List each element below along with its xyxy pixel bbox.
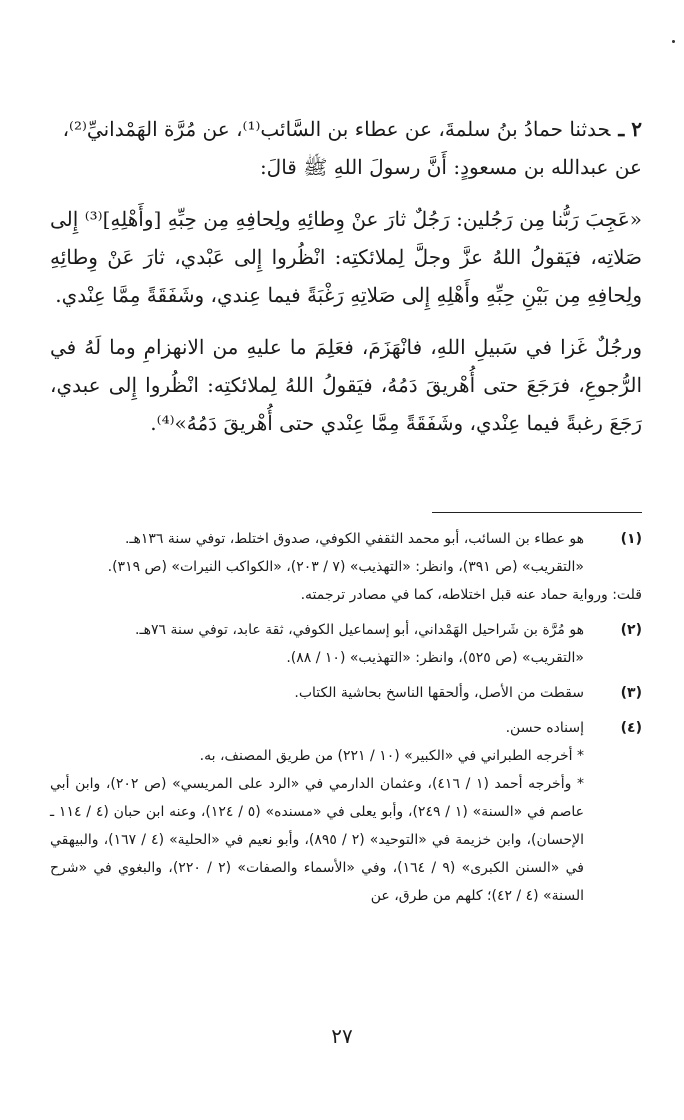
footnote-divider (432, 512, 642, 513)
footnote-line: * أخرجه الطبراني في «الكبير» (١٠ / ٢٢١) من طريق المصنف، به. (199, 748, 584, 764)
matn-paragraph-2: ورجُلٌ غَزا في سَبيلِ اللهِ، فانْهَزَمَ، فعَلِمَ ما عليهِ من الانهزامِ وما لَهُ في الرُّجوعِ، فرَجَعَ حتى أُهْريقَ دَمُهُ، فيَقولُ اللهُ لِملائكتِه: انْظُروا إِلى عبدي، رَجَعَ رغبةً فيما عِنْدي، وشَفَقَةً مِمَّا عِنْدي حتى أُهْريقَ دَمُهُ»⁽⁴⁾. (50, 335, 643, 435)
footnotes (50, 525, 642, 917)
footnote-number: (١) (620, 531, 642, 547)
isnad-line-2: عن عبدالله بن مسعودٍ: أَنَّ رسولَ اللهِ ﷺ قالَ: (259, 155, 642, 179)
page-number: ٢٧ (331, 1024, 353, 1048)
footnote-4 (50, 714, 642, 910)
matn-paragraph-1: «عَجِبَ رَبُّنا مِن رَجُلين: رَجُلٌ ثارَ عنْ وِطائِهِ ولِحافِهِ مِن حِبِّهِ [وأَهْلِهِ]⁽³⁾ إِلى صَلاتِه، فيَقولُ اللهُ عزَّ وجلَّ لِملائكتِه: انْظُروا إِلى عَبْدي، ثارَ عَنْ وِطائِهِ ولِحافِهِ مِن بَيْنِ حِبِّهِ وأَهْلِهِ إِلى صَلاتِهِ رَغْبَةً فيما عِندي، وشَفَقَةً مِمَّا عِنْدي. (50, 207, 643, 307)
footnote-line: * وأخرجه أحمد (١ / ٤١٦)، وعثمان الدارمي في «الرد على المريسي» (ص ٢٠٢)، وابن أبي عاصم في «السنة» (١ / ٢٤٩)، وأبو يعلى في «مسنده» (٥ / ١٢٤)، وعنه ابن حبان (٤ / ١١٤ ـ الإحسان)، وابن خزيمة في «التوحيد» (٢ / ٨٩٥)، وأبو نعيم في «الحلية» (٤ / ١٦٧)، والبيهقي في «السنن الكبرى» (٩ / ١٦٤)، وفي «الأسماء والصفات» (٢ / ٢٢٠)، والبغوي في «شرح السنة» (٤ / ٤٢)؛ كلهم من طرق، عن (50, 776, 585, 904)
hadith-text (50, 110, 642, 442)
footnote-line: سقطت من الأصل، وألحقها الناسخ بحاشية الكتاب. (294, 685, 584, 701)
isnad-line-1: ٢ ـحدثنا حمادُ بنُ سلمةَ، عن عطاء بن السَّائب⁽¹⁾، عن مُرَّة الهَمْدانيِّ⁽²⁾، (62, 117, 642, 141)
footnote-3 (50, 679, 642, 707)
footnote-line: إسناده حسن. (505, 720, 584, 736)
footnote-line: هو مُرَّة بن شَراحيل الهَمْداني، أبو إسماعيل الكوفي، ثقة عابد، توفي سنة ٧٦هـ. (135, 622, 584, 638)
footnote-line: «التقريب» (ص ٣٩١)، وانظر: «التهذيب» (٧ / ٢٠٣)، «الكواكب النيرات» (ص ٣١٩). (107, 559, 584, 575)
hadith-number: ٢ ـ (618, 117, 642, 141)
footnote-line: «التقريب» (ص ٥٢٥)، وانظر: «التهذيب» (١٠ / ٨٨). (286, 650, 584, 666)
footnote-number: (٣) (620, 685, 642, 701)
scan-speck (672, 40, 675, 43)
footnote-number: (٤) (620, 720, 642, 736)
footnote-number: (٢) (620, 622, 642, 638)
footnote-1 (50, 525, 642, 609)
footnote-2 (50, 616, 642, 672)
footnote-line: هو عطاء بن السائب، أبو محمد الثقفي الكوفي، صدوق اختلط، توفي سنة ١٣٦هـ. (124, 531, 584, 547)
footnote-remark: قلت: ورواية حماد عنه قبل اختلاطه، كما في مصادر ترجمته. (300, 587, 642, 603)
